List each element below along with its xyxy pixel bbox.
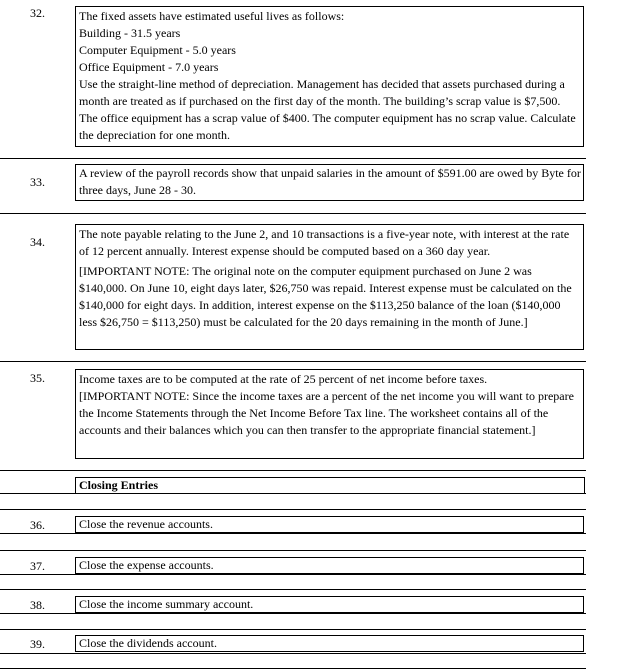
item-37-box: Close the expense accounts. <box>75 557 584 574</box>
item-number-33: 33. <box>30 175 45 189</box>
item-32-box <box>75 6 584 147</box>
item-34-text: The note payable relating to the June 2, and 10 transactions is a five-year note, with interest at the rate of 12 percent annually. Interest expense should be computed based on a 360 day year. <box>79 227 570 258</box>
separator <box>0 653 586 654</box>
item-39-box: Close the dividends account. <box>75 635 584 652</box>
item-32-line-2: Building - 31.5 years <box>79 26 181 40</box>
separator <box>0 550 586 551</box>
separator <box>0 629 586 630</box>
item-38-box: Close the income summary account. <box>75 596 584 613</box>
item-32-line-5: Use the straight-line method of depreciation. Management has decided that assets purchased during a month are treated as if purchased on the first day of the month. The building’s scrap value is $7,500. The office equipment has a scrap value of $400. The computer equipment has no scrap value. Calculate the depreciation for one month. <box>79 77 576 142</box>
separator <box>0 574 586 575</box>
item-32-line-1: The fixed assets have estimated useful lives as follows: <box>79 9 345 23</box>
separator <box>0 213 586 214</box>
item-35-box <box>75 369 584 459</box>
item-33-box <box>75 164 584 201</box>
item-36-box: Close the revenue accounts. <box>75 516 584 533</box>
item-32-line-3: Computer Equipment - 5.0 years <box>79 43 236 57</box>
item-35-note: [IMPORTANT NOTE: Since the income taxes are a percent of the net income you will want to prepare the Income Statements through the Net Income Before Tax line. The worksheet contains all of the accounts and their balances which you can then transfer to the appropriate financial statement.] <box>79 389 574 437</box>
separator <box>0 589 586 590</box>
item-number-38: 38. <box>30 598 45 612</box>
item-number-35: 35. <box>30 371 45 385</box>
item-number-37: 37. <box>30 559 45 573</box>
item-number-39: 39. <box>30 637 45 651</box>
item-number-32: 32. <box>30 6 45 20</box>
item-32-line-4: Office Equipment - 7.0 years <box>79 60 219 74</box>
separator <box>0 361 586 362</box>
item-35-text: Income taxes are to be computed at the rate of 25 percent of net income before taxes. <box>79 372 488 386</box>
separator <box>0 613 586 614</box>
separator <box>0 158 586 159</box>
item-number-34: 34. <box>30 235 45 249</box>
item-34-note: [IMPORTANT NOTE: The original note on the computer equipment purchased on June 2 was $140,000. On June 10, eight days later, $26,750 was repaid. Interest expense must be calculated on the $140,000 for eight days. In addition, interest expense on the $113,250 balance of the loan ($140,000 less $26,750 = $113,250) must be calculated for the 20 days remaining in the month of June.] <box>79 264 572 329</box>
item-34-box <box>75 224 584 350</box>
closing-entries-heading: Closing Entries <box>75 477 585 494</box>
separator <box>0 533 586 534</box>
item-number-36: 36. <box>30 518 45 532</box>
closing-heading-rule <box>0 493 586 494</box>
separator <box>0 470 586 471</box>
separator <box>0 668 586 669</box>
separator <box>0 509 586 510</box>
item-33-text: A review of the payroll records show that unpaid salaries in the amount of $591.00 are owed by Byte for three days, June 28 - 30. <box>79 166 581 197</box>
